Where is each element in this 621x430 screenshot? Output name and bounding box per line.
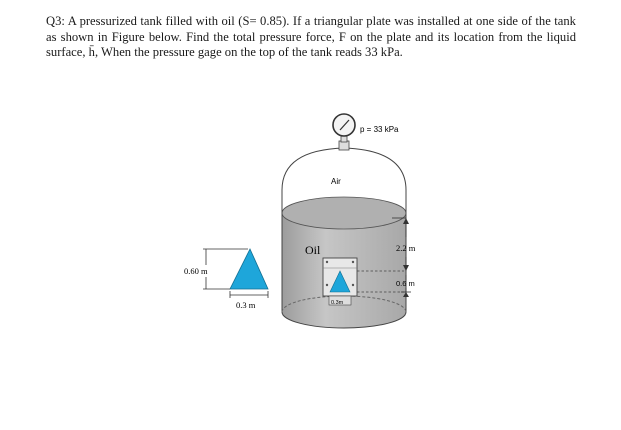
- oil-label: Oil: [305, 243, 321, 257]
- air-label: Air: [331, 177, 341, 186]
- tank-height-label: 0.6 m: [396, 279, 415, 288]
- depth-label: 2.2 m: [396, 243, 416, 253]
- question-body: A pressurized tank filled with oil (S= 0.85). If a triangular plate was installed at one side of the tank as shown in Figure below. Find the total pressure force, F on the plate and its location from the liquid surface, h̄, When the pressure gage on the top of the tank reads 33 kPa.: [46, 14, 576, 59]
- gage-label: p = 33 kPa: [360, 125, 399, 134]
- question-number: Q3:: [46, 14, 65, 28]
- plate-triangle: [230, 249, 268, 289]
- small-base-label: 0.3m: [331, 300, 344, 306]
- plate-base-label: 0.3 m: [236, 300, 256, 310]
- pressure-gage: [333, 114, 355, 150]
- plate-height-label: 0.60 m: [184, 266, 208, 276]
